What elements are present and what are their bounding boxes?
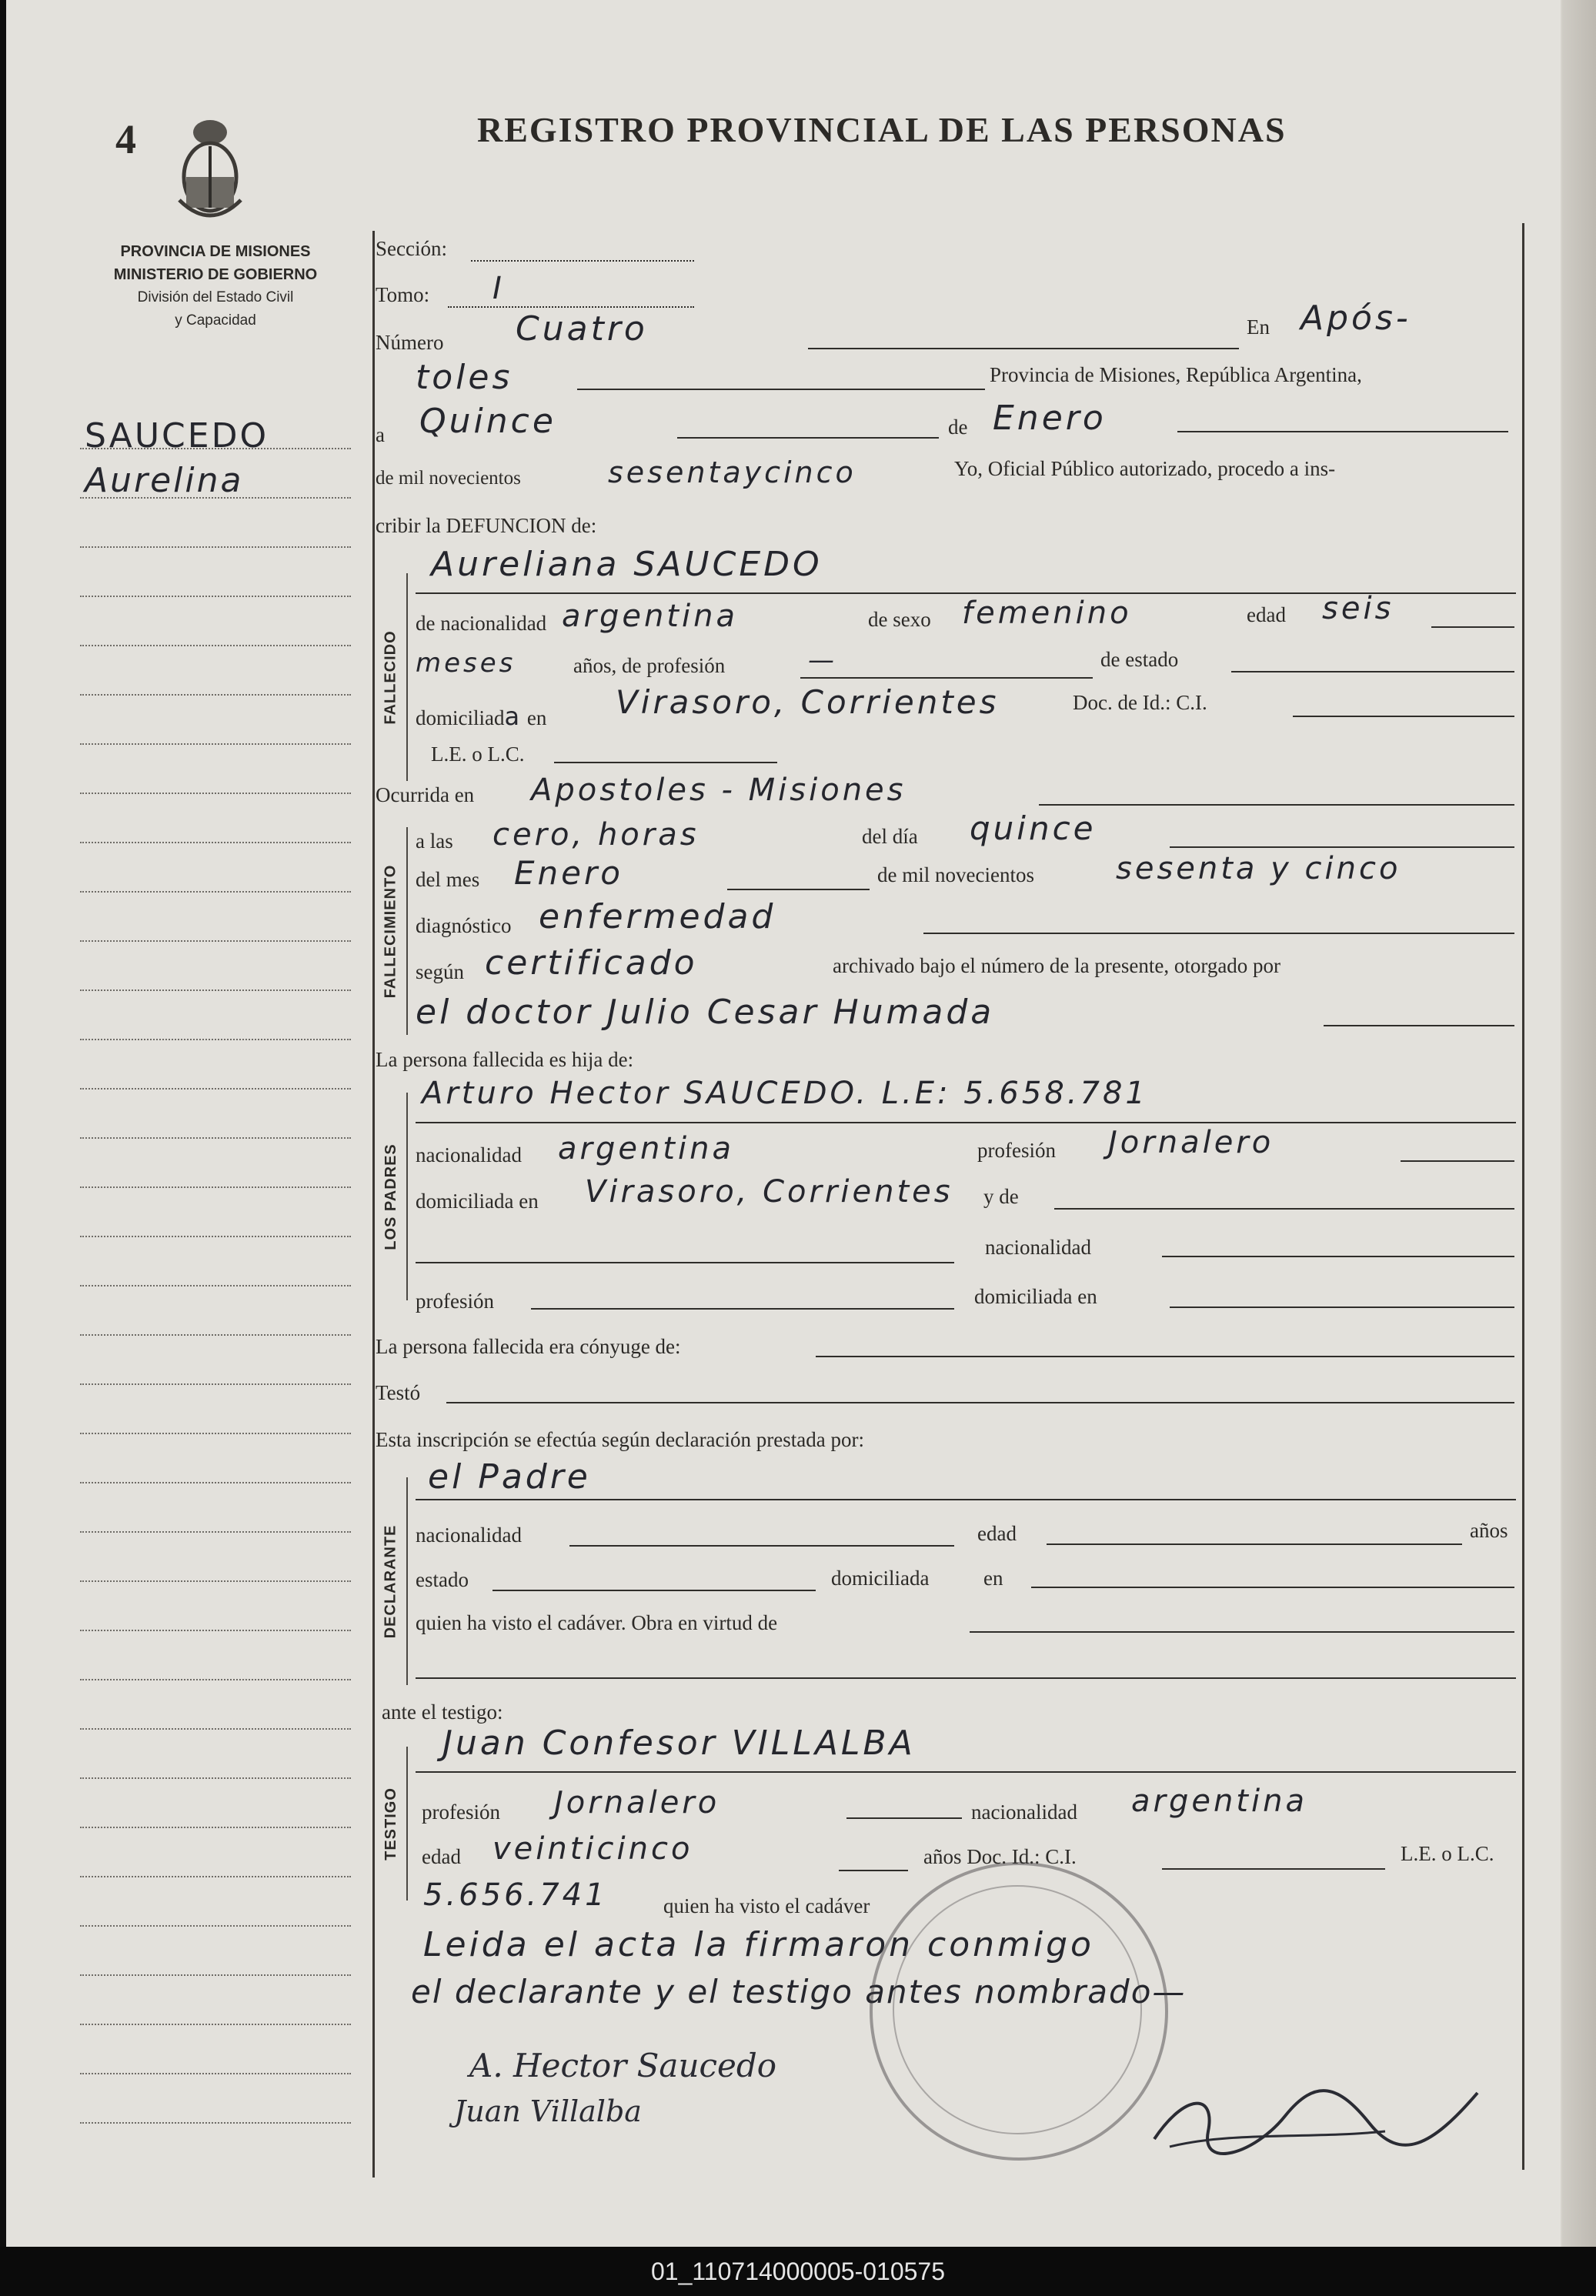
section-declarante: DECLARANTE <box>382 1524 399 1638</box>
nac-label: de nacionalidad <box>416 612 547 635</box>
margin-given-name: Aurelina <box>85 461 244 500</box>
pdom-label: domiciliada en <box>416 1190 539 1213</box>
en-value-b: toles <box>416 358 513 397</box>
official-seal-inner <box>893 1885 1142 2134</box>
testo-label: Testó <box>376 1381 421 1404</box>
destado-label: estado <box>416 1568 469 1591</box>
pprof-label: profesión <box>977 1139 1056 1162</box>
domicilio-value: Virasoro, Corrientes <box>616 683 1000 721</box>
prof-value: — <box>808 645 837 676</box>
numero-label: Número <box>376 331 444 354</box>
doctor-value: el doctor Julio Cesar Humada <box>416 993 995 1032</box>
diag-label: diagnóstico <box>416 914 512 937</box>
segun-value: certificado <box>485 943 698 983</box>
anio2-value: sesenta y cinco <box>1116 851 1401 886</box>
page-edge <box>1562 0 1596 2247</box>
domiciliado-label: domiciliada en <box>416 702 547 731</box>
delmes-label: del mes <box>416 868 480 891</box>
declaracion-text: Esta inscripción se efectúa según declaración prestada por: <box>376 1428 864 1451</box>
declarante-value: el Padre <box>428 1457 591 1497</box>
cribir-text: cribir la DEFUNCION de: <box>376 514 597 537</box>
tanios-label: años Doc. Id.: C.I. <box>923 1845 1077 1868</box>
numero-value: Cuatro <box>516 309 648 349</box>
seccion-label: Sección: <box>376 237 447 260</box>
le-label: L.E. o L.C. <box>431 743 525 766</box>
en-label: En <box>1247 315 1270 339</box>
yo-text: Yo, Oficial Público autorizado, procedo a ins- <box>954 457 1336 480</box>
agency-block <box>77 240 354 332</box>
tle-label: L.E. o L.C. <box>1401 1842 1494 1865</box>
tprof-value: Jornalero <box>554 1785 720 1820</box>
fallecido-name: Aureliana SAUCEDO <box>431 545 823 584</box>
tnac-value: argentina <box>1131 1784 1307 1819</box>
mil-label: de mil novecientos <box>376 468 521 489</box>
mprof-label: profesión <box>416 1290 494 1313</box>
archivado-text: archivado bajo el número de la presente, otorgado por <box>833 954 1281 977</box>
segun-label: según <box>416 960 464 983</box>
den-label: en <box>983 1567 1003 1590</box>
testigo-value: Juan Confesor VILLALBA <box>442 1724 916 1763</box>
tquien-label: quien ha visto el cadáver <box>663 1894 870 1917</box>
ocurrida-value: Apostoles - Misiones <box>531 773 907 808</box>
tomo-label: Tomo: <box>376 283 430 306</box>
footer-id: 01_110714000005-010575 <box>0 2247 1596 2296</box>
agency-ministry: MINISTERIO DE GOBIERNO <box>113 266 318 283</box>
delmes-value: Enero <box>514 854 623 892</box>
tedad-label: edad <box>422 1845 461 1868</box>
dia-value: Quince <box>419 402 556 441</box>
margin-note <box>85 414 269 503</box>
conyuge-label: La persona fallecida era cónyuge de: <box>376 1335 681 1358</box>
agency-province: PROVINCIA DE MISIONES <box>120 243 311 260</box>
registry-title: REGISTRO PROVINCIAL DE LAS PERSONAS <box>477 110 1287 149</box>
ocurrida-label: Ocurrida en <box>376 783 475 806</box>
a-label: a <box>376 423 385 446</box>
tdoc-value: 5.656.741 <box>423 1877 608 1913</box>
pprof-value: Jornalero <box>1108 1125 1274 1160</box>
pdom-value: Virasoro, Corrientes <box>585 1174 953 1210</box>
nac-value: argentina <box>562 599 738 634</box>
closing-line2: el declarante y el testigo antes nombrado— <box>411 1973 1187 2011</box>
agency-division: División del Estado Civil <box>137 289 294 305</box>
dedad-label: edad <box>977 1522 1017 1545</box>
alas-value: cero, horas <box>492 817 700 853</box>
closing-line1: Leida el acta la firmaron conmigo <box>423 1925 1094 1964</box>
deldia-value: quince <box>970 809 1097 847</box>
danios-label: años <box>1470 1519 1508 1542</box>
tnac-label: nacionalidad <box>971 1800 1077 1824</box>
anios-prof-label: años, de profesión <box>573 654 726 677</box>
section-fallecido: FALLECIDO <box>382 629 399 725</box>
sexo-label: de sexo <box>868 608 931 631</box>
mes-value: Enero <box>993 399 1107 438</box>
signature-testigo: Juan Villalba <box>454 2094 642 2128</box>
tomo-value: I <box>492 271 505 306</box>
pnac-value: argentina <box>558 1131 734 1166</box>
en-value-a: Após- <box>1301 299 1411 338</box>
ante-label: ante el testigo: <box>382 1700 503 1724</box>
section-testigo: TESTIGO <box>382 1787 399 1860</box>
diag-value: enfermedad <box>539 897 776 936</box>
de-label: de <box>948 415 968 439</box>
edad-label: edad <box>1247 603 1286 626</box>
section-padres: LOS PADRES <box>382 1143 399 1250</box>
yde-label: y de <box>983 1185 1019 1208</box>
right-rule <box>1522 223 1524 2170</box>
demil2-label: de mil novecientos <box>877 863 1034 886</box>
signature-declarante: A. Hector Saucedo <box>469 2047 777 2084</box>
tprof-label: profesión <box>422 1800 500 1824</box>
docid-label: Doc. de Id.: C.I. <box>1073 691 1207 714</box>
agency-capacity: y Capacidad <box>175 312 256 329</box>
section-fallecimiento: FALLECIMIENTO <box>382 864 399 998</box>
provincia-text: Provincia de Misiones, República Argentina, <box>990 363 1362 386</box>
anio-value: sesentaycinco <box>608 456 856 489</box>
tedad-value: veinticinco <box>492 1831 693 1867</box>
margin-ruled-lines <box>80 400 351 2124</box>
dquien-label: quien ha visto el cadáver. Obra en virtud de <box>416 1611 778 1634</box>
mnac-label: nacionalidad <box>985 1236 1091 1259</box>
margin-surname: SAUCEDO <box>85 416 269 456</box>
hija-label: La persona fallecida es hija de: <box>376 1048 634 1071</box>
dnac-label: nacionalidad <box>416 1523 522 1547</box>
alas-label: a las <box>416 829 453 853</box>
estado-label: de estado <box>1100 648 1179 671</box>
coat-of-arms-icon <box>168 115 252 231</box>
mdom-label: domiciliada en <box>974 1285 1097 1308</box>
page-number: 4 <box>115 116 136 162</box>
edad-value-b: meses <box>416 648 516 679</box>
pnac-label: nacionalidad <box>416 1143 522 1166</box>
edad-value-a: seis <box>1322 591 1394 626</box>
padre-value: Arturo Hector SAUCEDO. L.E: 5.658.781 <box>422 1076 1148 1111</box>
sexo-value: femenino <box>962 596 1132 631</box>
deldia-label: del día <box>862 825 918 848</box>
ddom-label: domiciliada <box>831 1567 930 1590</box>
